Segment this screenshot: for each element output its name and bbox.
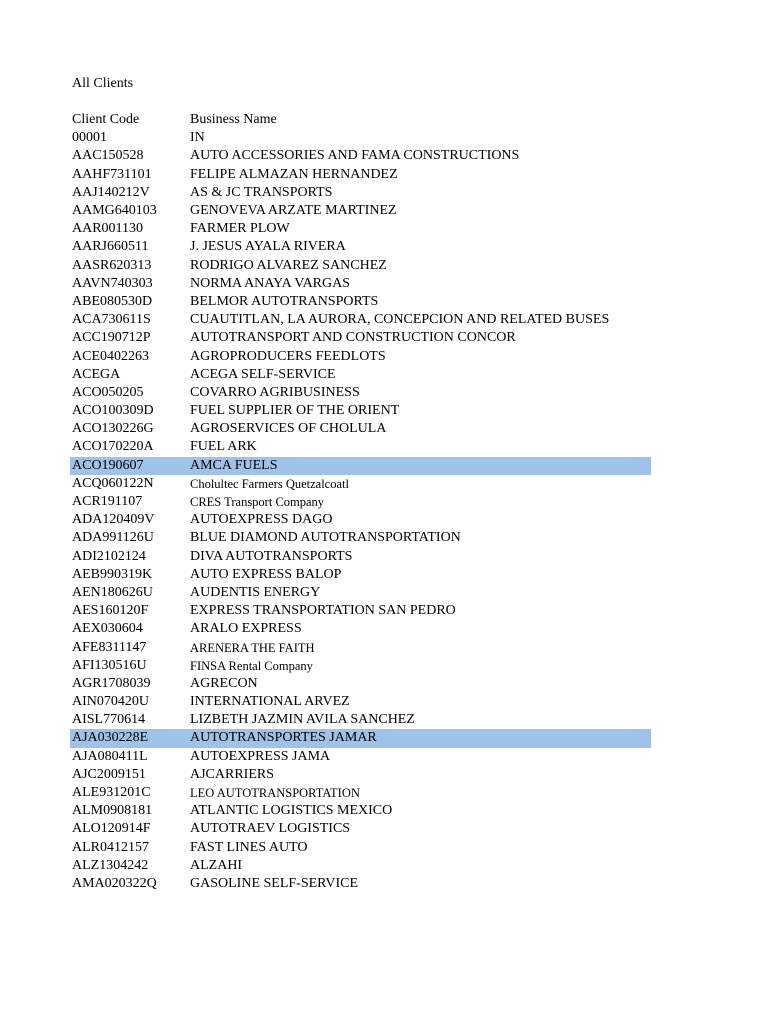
client-code-cell[interactable]: AJC2009151 [72,766,146,782]
business-name-cell[interactable]: J. JESUS AYALA RIVERA [190,239,346,255]
business-name-cell[interactable]: FARMER PLOW [190,221,290,237]
client-code-cell[interactable]: AAMG640103 [72,203,157,219]
table-row[interactable] [70,693,651,711]
table-row[interactable] [70,329,651,347]
table-row[interactable] [70,584,651,602]
table-row[interactable] [70,566,651,584]
table-row[interactable] [70,438,651,456]
business-name-cell[interactable]: ATLANTIC LOGISTICS MEXICO [190,803,393,819]
table-row[interactable] [70,638,651,656]
business-name-cell[interactable]: COVARRO AGRIBUSINESS [190,384,360,400]
business-name-cell[interactable]: Cholultec Farmers Quetzalcoatl [190,476,349,491]
client-code-cell[interactable]: ACO050205 [72,384,144,400]
client-code-cell[interactable]: AJA030228E [70,729,188,747]
table-row[interactable] [70,675,651,693]
table-row[interactable] [70,657,651,675]
client-code-cell[interactable]: ACE0402263 [72,348,149,364]
column-header-business-name[interactable]: Business Name [190,112,277,128]
business-name-cell[interactable]: AGROPRODUCERS FEEDLOTS [190,348,386,364]
business-name-cell[interactable]: BELMOR AUTOTRANSPORTS [190,293,379,309]
table-row[interactable] [70,147,651,165]
business-name-cell[interactable]: AUTOTRANSPORTES JAMAR [188,729,651,747]
business-name-cell[interactable]: AUTOTRAEV LOGISTICS [190,821,351,837]
business-name-cell[interactable]: IN [190,130,205,146]
client-code-cell[interactable]: ACO100309D [72,403,154,419]
client-code-cell[interactable]: ALZ1304242 [72,857,149,873]
business-name-cell[interactable]: BLUE DIAMOND AUTOTRANSPORTATION [190,530,461,546]
business-name-cell[interactable]: AJCARRIERS [190,766,275,782]
client-code-cell[interactable]: ALO120914F [72,821,151,837]
table-row[interactable] [70,511,651,529]
client-code-cell[interactable]: AAHF731101 [72,166,152,182]
table-row[interactable] [70,820,651,838]
client-code-cell[interactable]: ACC190712P [72,330,151,346]
client-code-cell[interactable]: AES160120F [72,603,149,619]
table-row[interactable] [70,220,651,238]
client-code-cell[interactable]: AAR001130 [72,221,144,237]
business-name-cell[interactable]: EXPRESS TRANSPORTATION SAN PEDRO [190,603,456,619]
business-name-cell[interactable]: AUTOTRANSPORT AND CONSTRUCTION CONCOR [190,330,516,346]
client-code-cell[interactable]: ALR0412157 [72,839,149,855]
client-code-cell[interactable]: AAVN740303 [72,275,153,291]
client-code-cell[interactable]: ALE931201C [72,785,151,801]
business-name-cell[interactable]: LEO AUTOTRANSPORTATION [190,786,360,801]
table-row[interactable] [70,548,651,566]
clients-table [70,111,651,893]
client-code-cell[interactable]: AMA020322Q [72,875,157,891]
client-code-cell[interactable]: AISL770614 [72,712,146,728]
client-code-cell[interactable]: AFI130516U [72,657,147,673]
table-row[interactable] [70,729,651,747]
business-name-cell[interactable]: LIZBETH JAZMIN AVILA SANCHEZ [190,712,415,728]
client-code-cell[interactable]: ACEGA [72,366,121,382]
business-name-cell[interactable]: FINSA Rental Company [190,658,313,673]
client-code-cell[interactable]: AEN180626U [72,584,153,600]
table-row[interactable] [70,766,651,784]
table-row[interactable] [70,802,651,820]
business-name-cell[interactable]: DIVA AUTOTRANSPORTS [190,548,353,564]
business-name-cell[interactable]: GASOLINE SELF-SERVICE [190,875,359,891]
client-code-cell[interactable]: 00001 [72,130,107,146]
client-code-cell[interactable]: ACO190607 [70,457,188,475]
report-title: All Clients [72,76,134,91]
table-row[interactable] [70,366,651,384]
client-code-cell[interactable]: AJA080411L [72,748,148,764]
business-name-cell[interactable]: GENOVEVA ARZATE MARTINEZ [190,203,397,219]
table-row[interactable] [70,166,651,184]
table-row[interactable] [70,420,651,438]
business-name-cell[interactable]: NORMA ANAYA VARGAS [190,275,351,291]
client-code-cell[interactable]: AARJ660511 [72,239,149,255]
table-row[interactable] [70,602,651,620]
table-row[interactable] [70,238,651,256]
business-name-cell[interactable]: ARENERA THE FAITH [190,640,315,655]
client-code-cell[interactable]: ADA991126U [72,530,154,546]
table-row[interactable] [70,475,651,493]
business-name-cell[interactable]: CUAUTITLAN, LA AURORA, CONCEPCION AND RELATED BUSES [190,312,610,328]
client-code-cell[interactable]: ACA730611S [72,312,151,328]
table-row[interactable] [70,748,651,766]
table-row[interactable] [70,129,651,147]
client-code-cell[interactable]: ACO170220A [72,439,154,455]
business-name-cell[interactable]: ALZAHI [190,857,243,873]
client-code-cell[interactable]: AASR620313 [72,257,152,273]
business-name-cell[interactable]: RODRIGO ALVAREZ SANCHEZ [190,257,387,273]
business-name-cell[interactable]: AGROSERVICES OF CHOLULA [190,421,387,437]
table-row[interactable] [70,184,651,202]
business-name-cell[interactable]: AUTOEXPRESS DAGO [190,512,333,528]
client-code-cell[interactable]: AGR1708039 [72,675,151,691]
business-name-cell[interactable]: FELIPE ALMAZAN HERNANDEZ [190,166,398,182]
client-code-cell[interactable]: ACO130226G [72,421,154,437]
business-name-cell[interactable]: ARALO EXPRESS [190,621,302,637]
business-name-cell[interactable]: CRES Transport Company [190,495,325,510]
client-code-cell[interactable]: ACR191107 [72,494,143,510]
table-header-row [70,111,651,129]
business-name-cell[interactable]: FUEL ARK [190,439,257,455]
table-row[interactable] [70,711,651,729]
table-row[interactable] [70,347,651,365]
business-name-cell[interactable]: FAST LINES AUTO [190,839,308,855]
table-row[interactable] [70,875,651,893]
business-name-cell[interactable]: AUTO ACCESSORIES AND FAMA CONSTRUCTIONS [190,148,520,164]
business-name-cell[interactable]: INTERNATIONAL ARVEZ [190,694,350,710]
client-code-cell[interactable]: AAJ140212V [72,184,150,200]
client-code-cell[interactable]: AEB990319K [72,566,153,582]
clients-table-body [70,129,651,893]
client-code-cell[interactable]: AAC150528 [72,148,144,164]
client-code-cell[interactable]: AIN070420U [72,694,149,710]
business-name-cell[interactable]: AUTO EXPRESS BALOP [190,566,342,582]
business-name-cell[interactable]: AUDENTIS ENERGY [190,584,321,600]
client-code-cell[interactable]: ACQ060122N [72,475,154,491]
table-row[interactable] [70,384,651,402]
table-row[interactable] [70,202,651,220]
client-code-cell[interactable]: ABE080530D [72,293,153,309]
business-name-cell[interactable]: AUTOEXPRESS JAMA [190,748,331,764]
table-row[interactable] [70,257,651,275]
business-name-cell[interactable]: ACEGA SELF-SERVICE [190,366,336,382]
table-row[interactable] [70,457,651,475]
client-code-cell[interactable]: AEX030604 [72,621,143,637]
business-name-cell[interactable]: AMCA FUELS [188,457,651,475]
table-row[interactable] [70,293,651,311]
table-row[interactable] [70,620,651,638]
client-code-cell[interactable]: AFE8311147 [72,639,147,655]
table-row[interactable] [70,529,651,547]
table-row[interactable] [70,402,651,420]
table-row[interactable] [70,311,651,329]
table-row[interactable] [70,275,651,293]
client-code-cell[interactable]: ADA120409V [72,512,155,528]
business-name-cell[interactable]: FUEL SUPPLIER OF THE ORIENT [190,403,400,419]
business-name-cell[interactable]: AGRECON [190,675,258,691]
client-code-cell[interactable]: ADI2102124 [72,548,146,564]
table-row[interactable] [70,857,651,875]
column-header-client-code[interactable]: Client Code [72,112,140,128]
table-row[interactable] [70,493,651,511]
table-row[interactable] [70,784,651,802]
business-name-cell[interactable]: AS & JC TRANSPORTS [190,184,333,200]
table-row[interactable] [70,839,651,857]
client-code-cell[interactable]: ALM0908181 [72,803,153,819]
